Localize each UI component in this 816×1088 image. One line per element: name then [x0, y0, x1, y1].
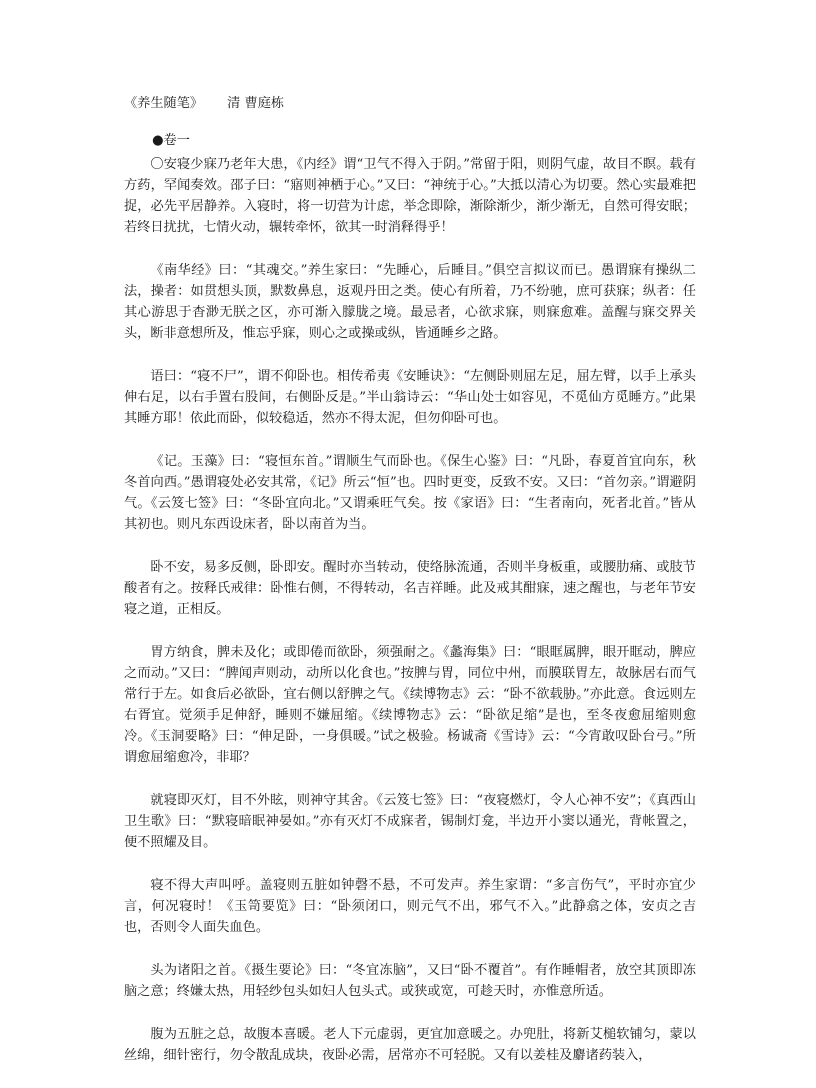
paragraph: 就寝即灭灯，目不外眩，则神守其舍。《云笈七签》曰：“夜寝燃灯，令人心神不安”；《真西山卫生歌》曰：“默寝暗眠神晏如。”亦有灭灯不成寐者，锡制灯龛，半边开小窦以通光，背帐置之，便不照耀及目。	[124, 793, 696, 850]
volume-heading: ●卷一	[152, 133, 190, 148]
author: 清 曹庭栋	[227, 96, 285, 111]
paragraph: 胃方纳食，脾未及化；或即倦而欲卧，须强耐之。《蠡海集》曰：“眼眶属脾，眼开眶动，脾应之而动。”又曰：“脾闻声则动，动所以化食也。”按脾与胃，同位中州，而膜联胃左，故脉居右而气常行于左。如食后必欲卧，宜右侧以舒脾之气。《续博物志》云：“卧不欲载胁。”亦此意。食远则左右胥宜。觉须手足伸舒，睡则不嫌屈缩。《续博物志》云：“卧欲足缩”是也，至冬夜愈屈缩则愈冷。《玉洞要略》曰：“伸足卧，一身俱暖。”试之极验。杨诚斋《雪诗》云：“今宵敢叹卧台弓。”所谓愈屈缩愈冷，非耶？	[124, 645, 696, 765]
document-header	[124, 93, 284, 114]
paragraph: 《记。玉藻》曰：“寝恒东首。”谓顺生气而卧也。《保生心鉴》曰：“凡卧，春夏首宜向东，秋冬首向西。”愚谓寝处必安其常，《记》所云“恒”也。四时更变，反致不安。又曰：“首勿亲。”谓避阴气。《云笈七签》曰：“冬卧宜向北。”又谓乘旺气矣。按《家语》曰：“生者南向，死者北首。”皆从其初也。则凡东西设床者，卧以南首为当。	[124, 454, 696, 532]
paragraph: 卧不安，易多反侧，卧即安。醒时亦当转动，使络脉流通，否则半身板重，或腰肋痛、或肢节酸者有之。按释氏戒律：卧惟右侧，不得转动，名吉祥睡。此及戒其酣寐，速之醒也，与老年节安寝之道，正相反。	[124, 560, 696, 617]
paragraph: 腹为五脏之总，故腹本喜暖。老人下元虚弱，更宜加意暖之。办兜肚，将新艾槌软铺匀，蒙以丝绵，细针密行，勿令散乱成块，夜卧必需，居常亦不可轻脱。又有以姜桂及麝诸药装入，	[124, 1027, 696, 1063]
book-title: 《养生随笔》	[124, 96, 204, 111]
paragraph: 语曰：“寝不尸”，谓不仰卧也。相传希夷《安睡诀》：“左侧卧则屈左足，屈左臂，以手上承头伸右足，以右手置右股间，右侧卧反是。”半山翁诗云：“华山处士如容见，不觅仙方觅睡方。”此果其睡方耶！依此而卧，似较稳适，然亦不得太泥，但勿仰卧可也。	[124, 369, 696, 426]
paragraph: 《南华经》曰：“其魂交。”养生家曰：“先睡心，后睡目。”俱空言拟议而已。愚谓寐有操纵二法，操者：如贯想头顶，默数鼻息，返观丹田之类。使心有所着，乃不纷驰，庶可获寐；纵者：任其心游思于杳渺无朕之区，亦可渐入朦胧之境。最忌者，心欲求寐，则寐愈难。盖醒与寐交界关头，断非意想所及，惟忘乎寐，则心之或操或纵，皆通睡乡之路。	[124, 263, 696, 341]
document-body	[124, 154, 696, 1088]
paragraph: 寝不得大声叫呼。盖寝则五脏如钟磬不悬，不可发声。养生家谓：“多言伤气”，平时亦宜少言，何况寝时！《玉笥要览》曰：“卧须闭口，则元气不出，邪气不入。”此静翕之体，安贞之吉也，否则令人面失血色。	[124, 878, 696, 935]
paragraph: 〇安寝少寐乃老年大患，《内经》谓“卫气不得入于阴。”常留于阳，则阴气虚，故目不瞑。载有方药，罕闻奏效。邵子曰：“寤则神栖于心。”又曰：“神统于心。”大抵以清心为切要。然心实最难把捉，必先平居静养。入寝时，将一切营为计虑，举念即除，渐除渐少，渐少渐无，自然可得安眠；若终日扰扰，七情火动，辗转牵怀，欲其一时消释得乎！	[124, 157, 696, 235]
paragraph: 头为诸阳之首。《摄生要论》曰：“冬宜冻脑”，又曰“卧不覆首”。有作睡帽者，放空其顶即冻脑之意；终嫌太热，用轻纱包头如妇人包头式。或狭或宽，可趁天时，亦惟意所适。	[124, 963, 696, 999]
